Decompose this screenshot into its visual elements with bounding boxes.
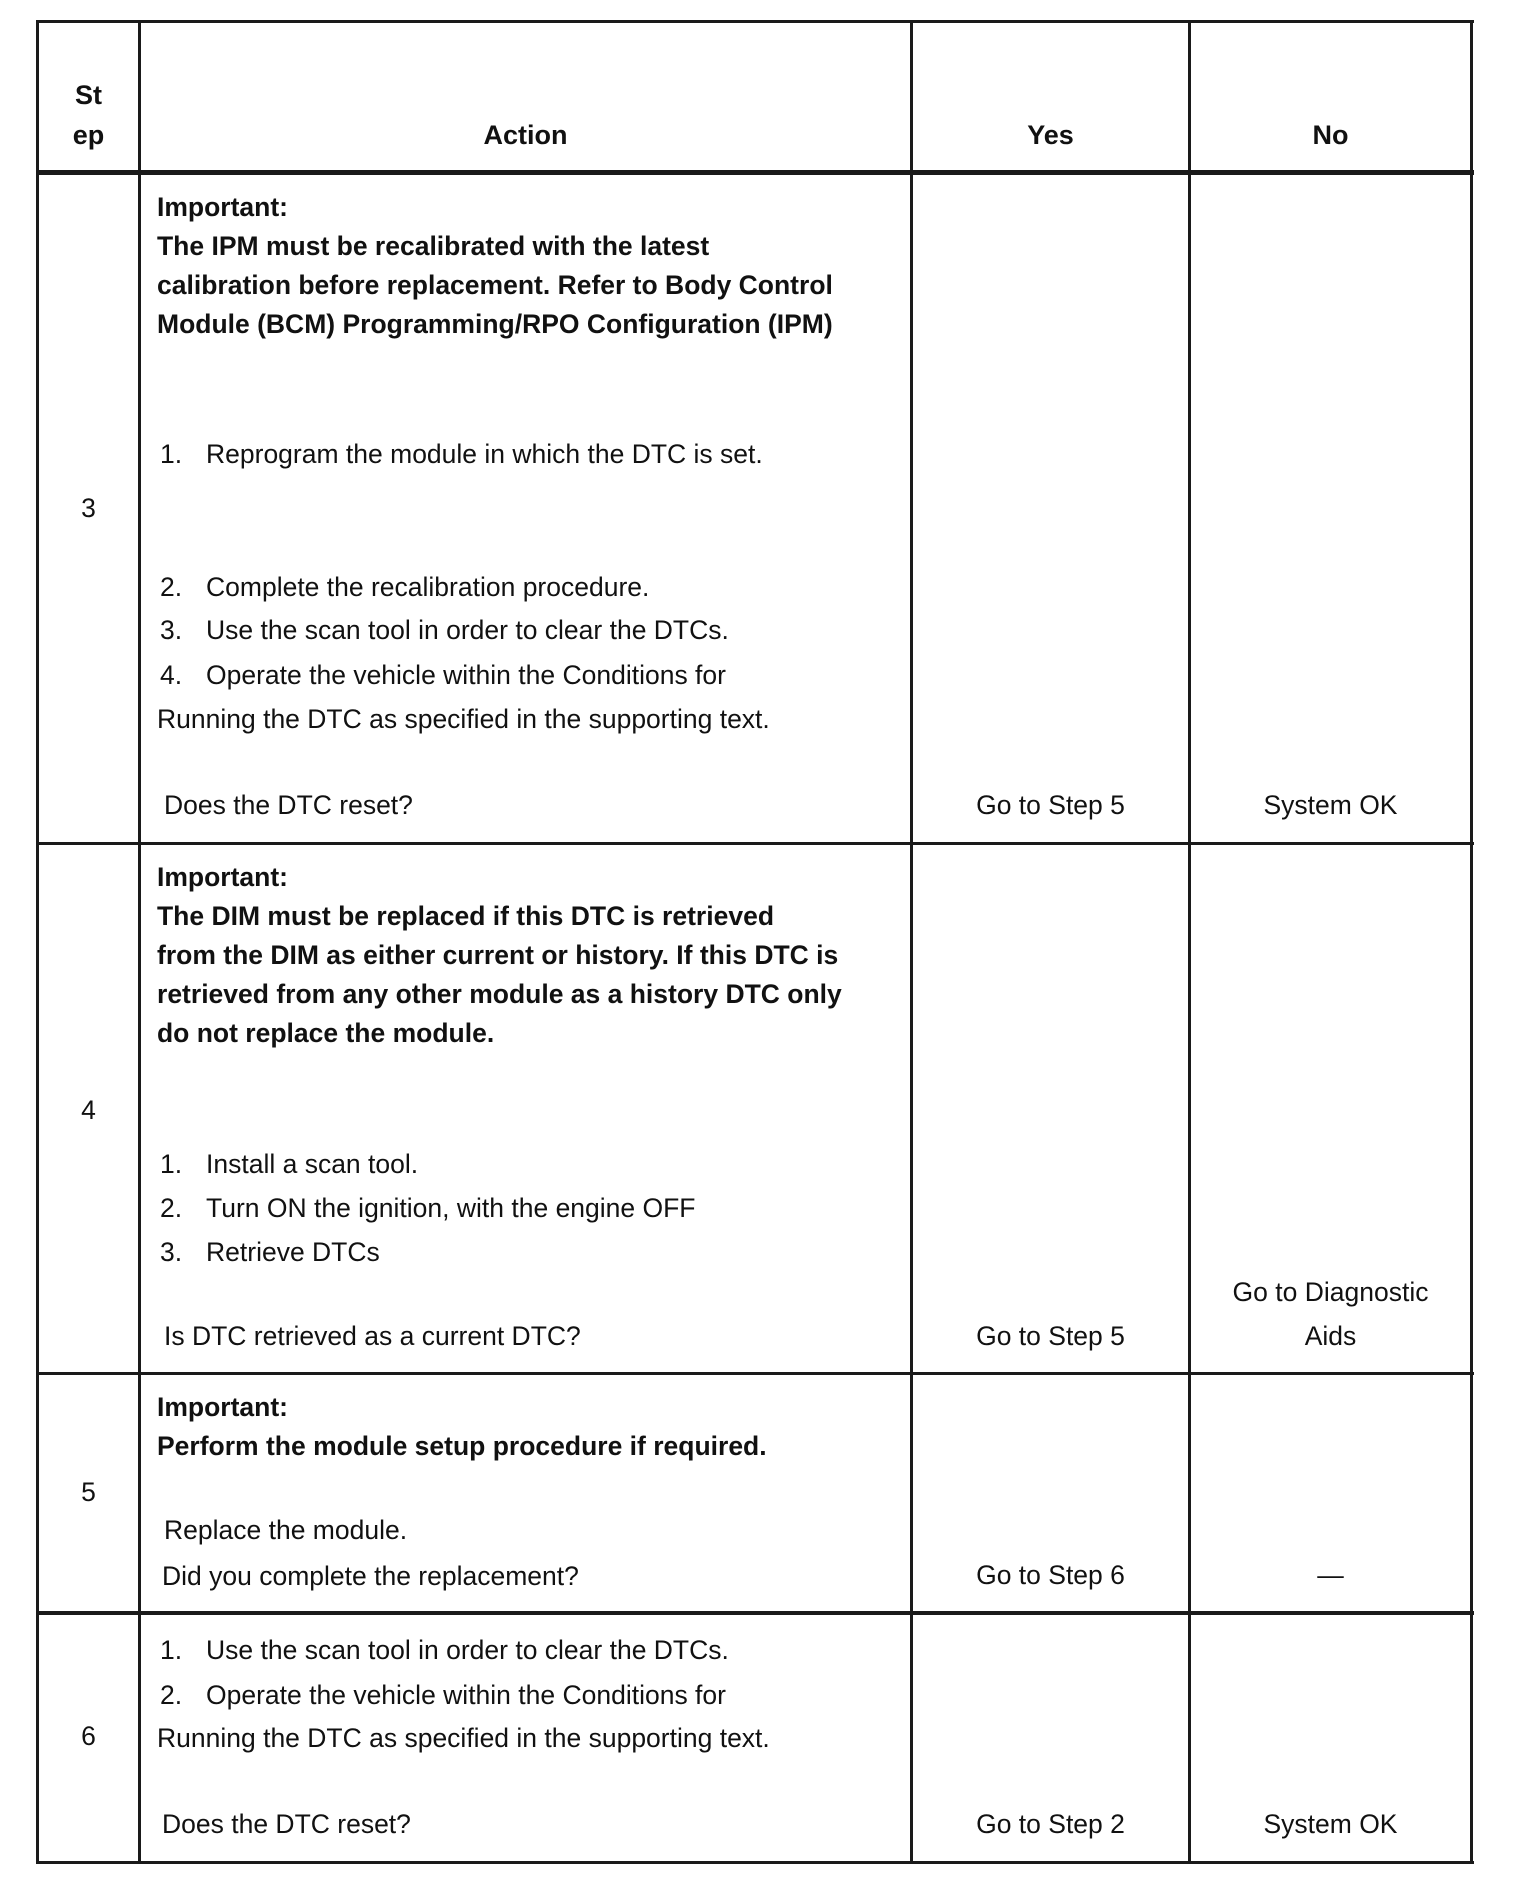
row-divider <box>36 1611 1474 1615</box>
list-item <box>160 432 763 476</box>
no-result: System OK <box>1263 1809 1398 1839</box>
important-note-line: The DIM must be replaced if this DTC is retrieved <box>157 901 775 931</box>
yes-result: Go to Step 6 <box>976 1560 1125 1590</box>
list-item-text: Install a scan tool. <box>206 1149 419 1179</box>
list-item <box>160 565 649 609</box>
important-label: Important: <box>157 862 289 892</box>
step-number: 4 <box>81 1095 96 1125</box>
list-item-text: Use the scan tool in order to clear the DTCs. <box>206 615 729 645</box>
list-item-number: 1. <box>160 1635 183 1665</box>
important-note-line: Perform the module setup procedure if required. <box>157 1431 767 1461</box>
row-divider <box>36 842 1474 845</box>
important-label: Important: <box>157 1392 289 1422</box>
list-item-number: 1. <box>160 439 183 469</box>
yes-result: Go to Step 5 <box>976 1321 1125 1351</box>
question: Does the DTC reset? <box>164 790 413 820</box>
header-yes: Yes <box>1027 120 1074 150</box>
list-item-text: Complete the recalibration procedure. <box>206 572 650 602</box>
question: Did you complete the replacement? <box>162 1561 579 1591</box>
list-item-number: 4. <box>160 660 183 690</box>
no-result <box>1191 1270 1470 1358</box>
header-no: No <box>1312 120 1349 150</box>
list-item <box>160 1186 696 1230</box>
column-divider <box>138 20 141 1864</box>
header-step <box>39 75 138 155</box>
no-result: System OK <box>1263 790 1398 820</box>
no-result-line1: Go to Diagnostic <box>1232 1277 1429 1307</box>
header-action: Action <box>483 120 568 150</box>
list-item-number: 2. <box>160 1680 183 1710</box>
list-item <box>160 1628 729 1672</box>
list-item <box>160 608 729 652</box>
important-note-line: do not replace the module. <box>157 1018 495 1048</box>
list-item-number: 1. <box>160 1149 183 1179</box>
no-result-line2: Aids <box>1304 1321 1357 1351</box>
important-note-line: Module (BCM) Programming/RPO Configuration (IPM) <box>157 309 833 339</box>
header-bottom-border <box>36 170 1474 175</box>
table-right-border <box>1470 20 1473 1864</box>
yes-result: Go to Step 5 <box>976 790 1125 820</box>
list-item-continuation: Running the DTC as specified in the supporting text. <box>157 1723 770 1753</box>
table-left-border <box>36 20 39 1864</box>
list-item-text: Turn ON the ignition, with the engine OFF <box>206 1193 696 1223</box>
header-step-line2: ep <box>72 120 105 150</box>
important-label: Important: <box>157 192 289 222</box>
list-item-text: Reprogram the module in which the DTC is set. <box>206 439 763 469</box>
list-item-continuation: Running the DTC as specified in the supporting text. <box>157 704 770 734</box>
instruction: Replace the module. <box>164 1515 408 1545</box>
header-step-line1: St <box>75 80 102 110</box>
list-item-number: 3. <box>160 1237 183 1267</box>
row-divider <box>36 1372 1474 1375</box>
table-top-border <box>36 20 1474 23</box>
list-item-number: 2. <box>160 1193 183 1223</box>
step-number: 3 <box>81 493 96 523</box>
important-note-line: retrieved from any other module as a history DTC only <box>157 979 842 1009</box>
list-item-text: Use the scan tool in order to clear the DTCs. <box>206 1635 729 1665</box>
step-number: 6 <box>81 1721 96 1751</box>
list-item <box>160 1673 726 1717</box>
no-result: — <box>1317 1560 1344 1590</box>
list-item <box>160 653 726 697</box>
important-note-line: calibration before replacement. Refer to Body Control <box>157 270 833 300</box>
table-bottom-border <box>36 1861 1474 1864</box>
question: Is DTC retrieved as a current DTC? <box>164 1321 581 1351</box>
step-number: 5 <box>81 1477 96 1507</box>
list-item-text: Operate the vehicle within the Conditions for <box>206 660 726 690</box>
list-item-number: 2. <box>160 572 183 602</box>
important-note-line: The IPM must be recalibrated with the latest <box>157 231 710 261</box>
list-item-text: Retrieve DTCs <box>206 1237 380 1267</box>
yes-result: Go to Step 2 <box>976 1809 1125 1839</box>
list-item-number: 3. <box>160 615 183 645</box>
question: Does the DTC reset? <box>162 1809 411 1839</box>
important-note-line: from the DIM as either current or history. If this DTC is <box>157 940 839 970</box>
list-item-text: Operate the vehicle within the Conditions for <box>206 1680 726 1710</box>
list-item <box>160 1142 418 1186</box>
list-item <box>160 1230 380 1274</box>
